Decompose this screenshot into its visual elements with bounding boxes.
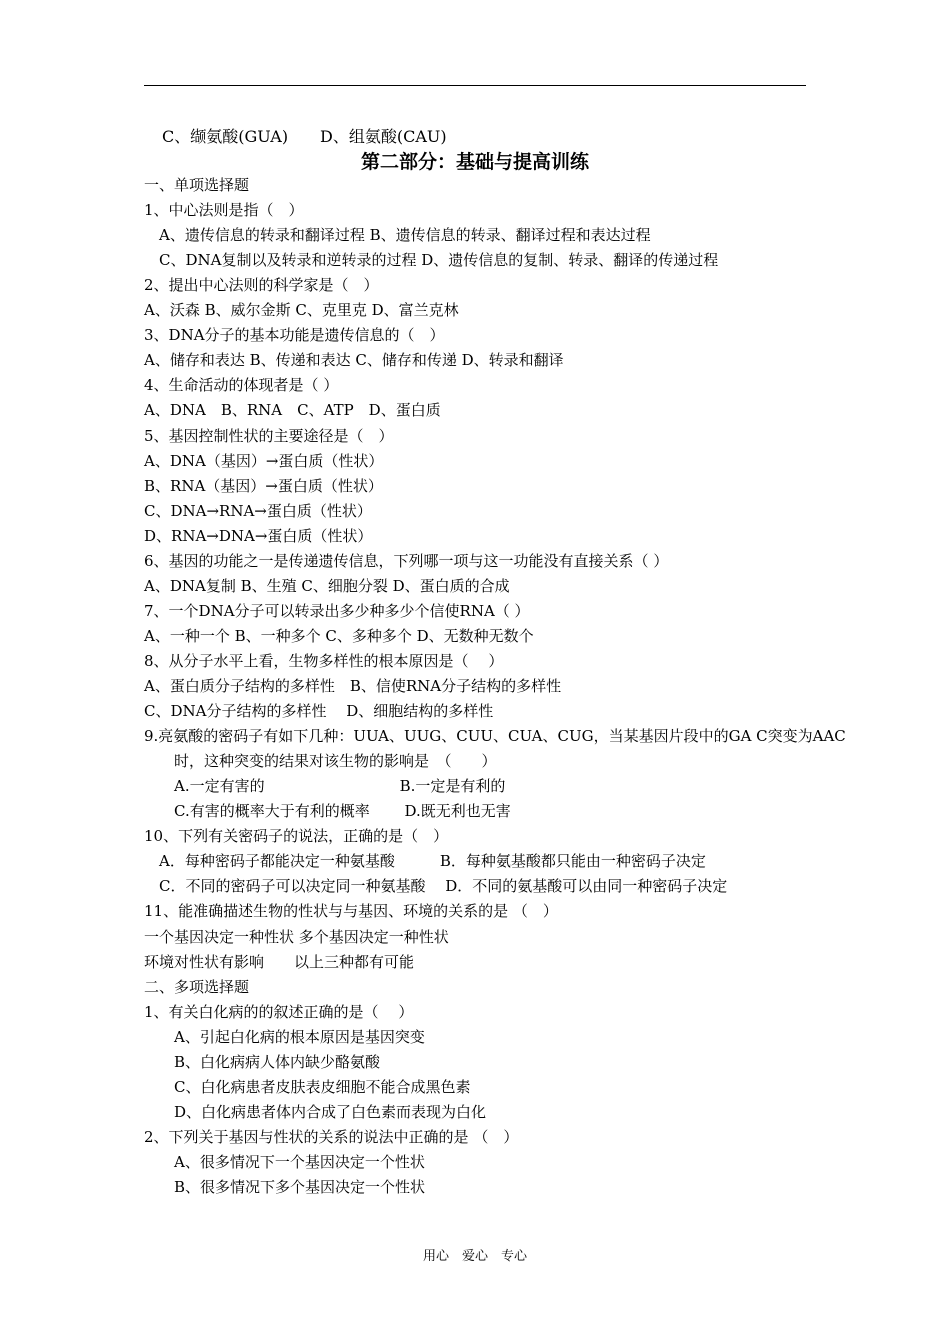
text-line: B、白化病病人体内缺少酪氨酸 [144, 1052, 381, 1071]
text-line: B、RNA（基因）→蛋白质（性状） [144, 476, 383, 495]
text-line: A、遗传信息的转录和翻译过程 B、遗传信息的转录、翻译过程和表达过程 [144, 226, 651, 245]
text-line: 2、下列关于基因与性状的关系的说法中正确的是 （ ） [144, 1127, 519, 1146]
text-line: 7、一个DNA分子可以转录出多少种多少个信使RNA（ ） [144, 601, 530, 620]
text-line: 2、提出中心法则的科学家是（ ） [144, 276, 379, 295]
text-line: 二、多项选择题 [144, 977, 250, 996]
page-footer: 用心 爱心 专心 [422, 1249, 527, 1264]
text-line: A、DNA（基因）→蛋白质（性状） [144, 451, 384, 470]
text-line: 4、生命活动的体现者是（ ） [144, 376, 339, 395]
text-line: A、DNA B、RNA C、ATP D、蛋白质 [144, 401, 441, 420]
text-line: A、蛋白质分子结构的多样性 B、信使RNA分子结构的多样性 [144, 677, 562, 695]
text-line: A、沃森 B、威尔金斯 C、克里克 D、富兰克林 [144, 301, 459, 320]
text-line: C、白化病患者皮肤表皮细胞不能合成黑色素 [144, 1077, 471, 1096]
text-line: 11、能准确描述生物的性状与与基因、环境的关系的是 （ ） [144, 902, 558, 921]
text-line: C．不同的密码子可以决定同一种氨基酸 D．不同的氨基酸可以由同一种密码子决定 [144, 877, 728, 896]
text-line: 9.亮氨酸的密码子有如下几种：UUA、UUG、CUU、CUA、CUG，当某基因片段中的GA C突变为AAC [144, 727, 846, 746]
text-line: B、很多情况下多个基因决定一个性状 [144, 1178, 426, 1196]
header-rule [144, 85, 806, 86]
text-line: C、DNA分子结构的多样性 D、细胞结构的多样性 [144, 702, 494, 721]
text-line: 6、基因的功能之一是传递遗传信息，下列哪一项与这一功能没有直接关系（ ） [144, 551, 669, 570]
text-line: 时，这种突变的结果对该生物的影响是 （ ） [144, 752, 497, 771]
text-line: 8、从分子水平上看，生物多样性的根本原因是（ ） [144, 651, 504, 670]
text-line: C、DNA复制以及转录和逆转录的过程 D、遗传信息的复制、转录、翻译的传递过程 [144, 251, 719, 270]
text-line: 10、下列有关密码子的说法，正确的是（ ） [144, 827, 449, 846]
text-line: 一个基因决定一种性状 多个基因决定一种性状 [144, 927, 449, 946]
section-title: 第二部分：基础与提高训练 [360, 151, 589, 173]
text-line: A、储存和表达 B、传递和表达 C、储存和传递 D、转录和翻译 [144, 351, 564, 370]
text-line: C.有害的概率大于有利的概率 D.既无利也无害 [144, 802, 511, 821]
text-line: 一、单项选择题 [144, 176, 250, 194]
top-options-line: C、缬氨酸(GUA) D、组氨酸(CAU) [162, 127, 447, 146]
text-line: C、DNA→RNA→蛋白质（性状） [144, 501, 372, 520]
text-line: A．每种密码子都能决定一种氨基酸 B．每种氨基酸都只能由一种密码子决定 [144, 852, 706, 871]
text-line: D、RNA→DNA→蛋白质（性状） [144, 526, 373, 545]
text-line: A、很多情况下一个基因决定一个性状 [144, 1152, 425, 1171]
text-line: A.一定有害的 B.一定是有利的 [144, 777, 506, 796]
text-line: A、DNA复制 B、生殖 C、细胞分裂 D、蛋白质的合成 [144, 576, 510, 595]
text-line: D、白化病患者体内合成了白色素而表现为白化 [144, 1102, 487, 1121]
text-line: 3、DNA分子的基本功能是遗传信息的（ ） [144, 326, 445, 345]
text-line: 1、中心法则是指（ ） [144, 201, 304, 220]
text-line: 1、有关白化病的的叙述正确的是（ ） [144, 1002, 414, 1021]
text-line: A、引起白化病的根本原因是基因突变 [144, 1027, 425, 1046]
text-line: 环境对性状有影响 以上三种都有可能 [144, 952, 415, 971]
text-line: 5、基因控制性状的主要途径是（ ） [144, 426, 394, 445]
text-line: A、一种一个 B、一种多个 C、多种多个 D、无数种无数个 [144, 626, 534, 645]
